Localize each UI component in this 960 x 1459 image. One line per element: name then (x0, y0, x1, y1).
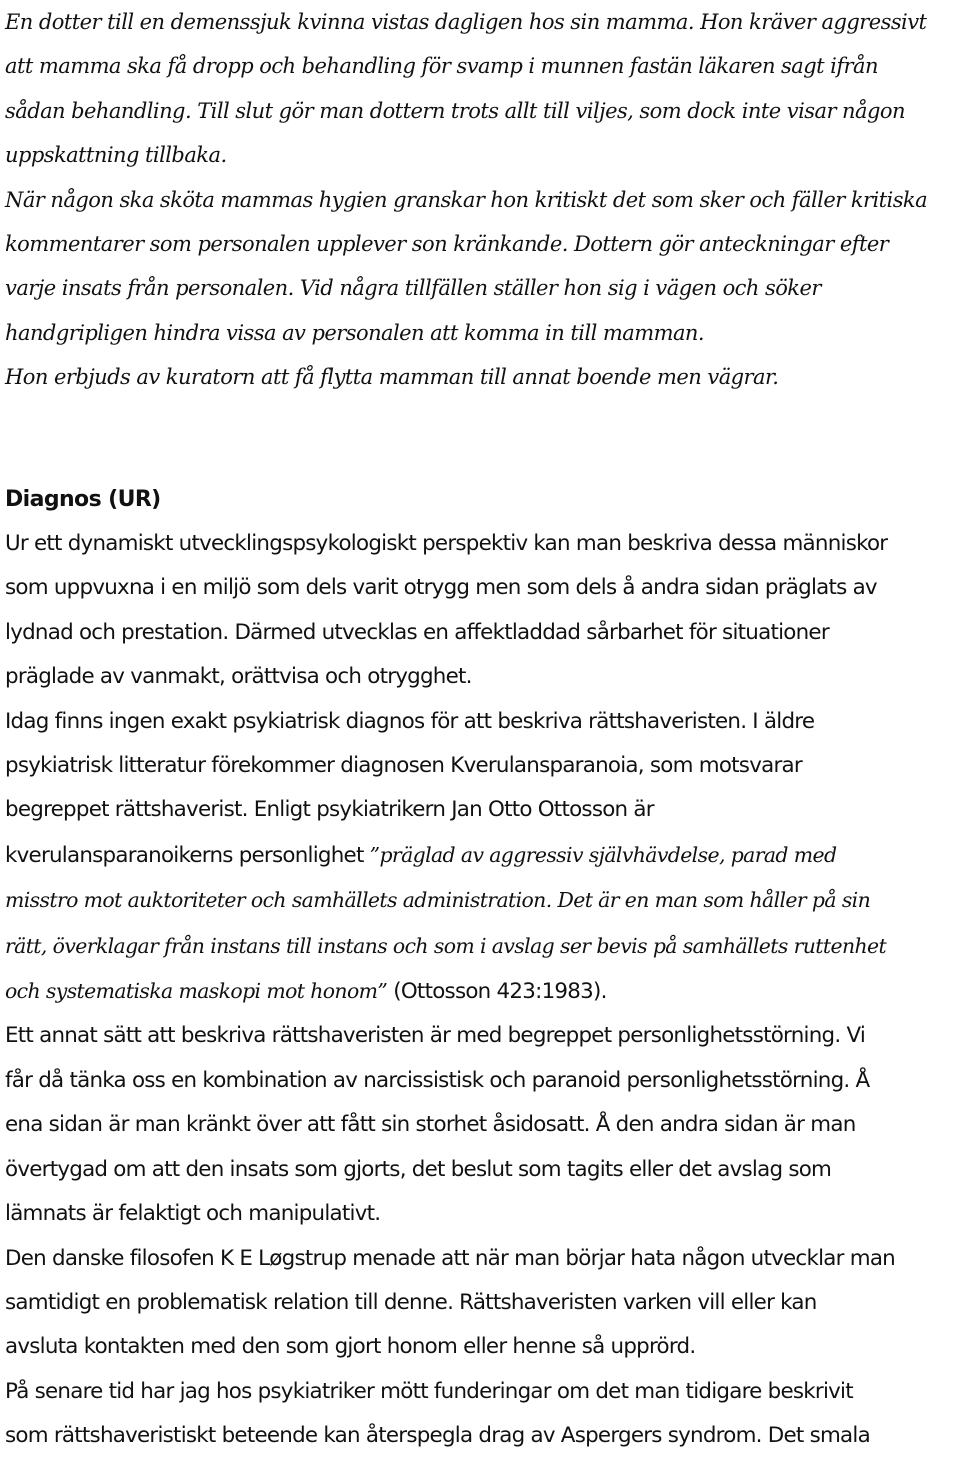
quote-line (5, 878, 960, 923)
case-line: varje insats från personalen. Vid några tillfällen ställer hon sig i vägen och söker (5, 276, 821, 301)
quote-text: och systematiska maskopi mot honom” (5, 979, 388, 1004)
quote-line (5, 924, 960, 969)
case-line: En dotter till en demenssjuk kvinna vistas dagligen hos sin mamma. Hon kräver aggressivt (5, 10, 927, 34)
quote-line (5, 969, 960, 1014)
section-heading: Diagnos (UR) (5, 487, 161, 512)
body-line: samtidigt en problematisk relation till denne. Rättshaveristen varken vill eller kan (5, 1289, 817, 1315)
body-line: som uppvuxna i en miljö som dels varit otrygg men som dels å andra sidan präglats av (5, 575, 877, 601)
quote-lead-text: kverulansparanoikerns personlighet (5, 842, 370, 868)
quote-text: misstro mot auktoriteter och samhällets administration. Det är en man som håller på sin (5, 888, 871, 913)
case-line: kommentarer som personalen upplever son kränkande. Dottern gör anteckningar efter (5, 232, 889, 257)
case-line: När någon ska sköta mammas hygien granskar hon kritiskt det som sker och fäller kritiska (5, 187, 928, 212)
case-line: att mamma ska få dropp och behandling för svamp i munnen fastän läkaren sagt ifrån (5, 54, 878, 79)
quote-text: rätt, överklagar från instans till instans och som i avslag ser bevis på samhällets ruttenhet (5, 933, 887, 958)
quote-text: ”präglad av aggressiv självhävdelse, parad med (369, 842, 837, 867)
body-line: präglade av vanmakt, orättvisa och otrygghet. (5, 664, 472, 690)
body-line: På senare tid har jag hos psykiatriker mött funderingar om det man tidigare beskrivit (5, 1378, 853, 1404)
body-line: psykiatrisk litteratur förekommer diagnosen Kverulansparanoia, som motsvarar (5, 753, 802, 779)
body-line: lydnad och prestation. Därmed utvecklas en affektladdad sårbarhet för situationer (5, 619, 829, 645)
body-line: Den danske filosofen K E Løgstrup menade att när man börjar hata någon utvecklar man (5, 1245, 895, 1271)
body-line: Idag finns ingen exakt psykiatrisk diagnos för att beskriva rättshaveristen. I äldre (5, 708, 815, 734)
body-line: avsluta kontakten med den som gjort honom eller henne så upprörd. (5, 1334, 696, 1360)
body-line: övertygad om att den insats som gjorts, det beslut som tagits eller det avslag som (5, 1156, 832, 1182)
document-page (5, 0, 960, 1449)
case-line: uppskattning tillbaka. (5, 143, 227, 168)
citation: (Ottosson 423:1983). (387, 979, 607, 1005)
case-line: handgripligen hindra vissa av personalen att komma in till mamman. (5, 320, 705, 345)
case-description (5, 0, 960, 400)
quote-line (5, 833, 960, 878)
body-line: får då tänka oss en kombination av narcissistisk och paranoid personlighetsstörning. Å (5, 1067, 870, 1093)
case-line: sådan behandling. Till slut gör man dottern trots allt till viljes, som dock inte visar någon (5, 98, 905, 123)
body-line: Ur ett dynamiskt utvecklingspsykologiskt perspektiv kan man beskriva dessa människor (5, 531, 888, 556)
body-line: lämnats är felaktigt och manipulativt. (5, 1201, 381, 1227)
case-line: Hon erbjuds av kuratorn att få flytta mamman till annat boende men vägrar. (5, 365, 779, 390)
section-body (5, 522, 960, 1459)
body-line: begreppet rättshaverist. Enligt psykiatrikern Jan Otto Ottosson är (5, 797, 654, 823)
body-line: ena sidan är man kränkt över att fått sin storhet åsidosatt. Å den andra sidan är man (5, 1112, 856, 1138)
body-line: Ett annat sätt att beskriva rättshaveristen är med begreppet personlighetsstörning. Vi (5, 1023, 866, 1049)
body-line: som rättshaveristiskt beteende kan återspegla drag av Aspergers syndrom. Det smala (5, 1423, 870, 1449)
